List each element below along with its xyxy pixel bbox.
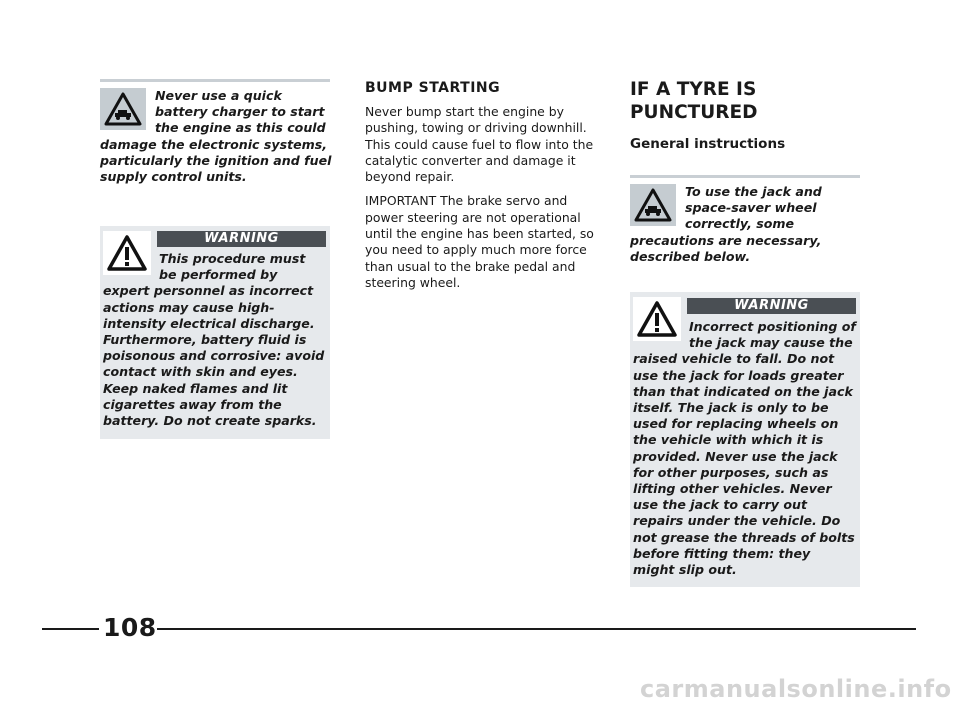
page-number: 108 — [103, 613, 157, 642]
bump-starting-section — [365, 80, 597, 291]
battery-warning-text: This procedure must be performed by expert personnel as incorrect actions may cause high-intensity electrical discharge. Furthermore, battery fluid is poisonous and corrosive: avoid contact with skin and eyes. Keep naked flames and lit cigarettes away from the battery. Do not create sparks. — [103, 251, 325, 429]
jack-precaution-note-text: To use the jack and space-saver wheel correctly, some precautions are necessary, described below. — [630, 184, 822, 264]
important-paragraph: IMPORTANT The brake servo and power steering are not operational until the engine has been started, so you need to apply much more force than usual to the brake pedal and steering wheel. — [365, 193, 594, 290]
car-on-jack-triangle-icon — [100, 88, 146, 130]
exclamation-triangle-icon — [103, 231, 151, 275]
note-divider — [100, 79, 330, 82]
jack-precaution-note — [630, 184, 862, 265]
jack-warning-text: Incorrect positioning of the jack may cause the raised vehicle to fall. Do not use the jack for loads greater than that indicated on the jack itself. The jack is only to be used for replacing wheels on the vehicle with which it is provided. Never use the jack for other purposes, such as lifting other vehicles. Never use the jack to carry out repairs under the vehicle. Do not grease the threads of bolts before fitting them: they might slip out. — [633, 319, 856, 578]
page-title-line2: PUNCTURED — [630, 102, 758, 123]
car-on-jack-triangle-icon — [630, 184, 676, 226]
page-title-line1: IF A TYRE IS — [630, 79, 757, 100]
tyre-punctured-section — [630, 78, 862, 152]
battery-charger-note — [100, 88, 332, 185]
section-heading: BUMP STARTING — [365, 80, 501, 96]
section-subheading: General instructions — [630, 136, 786, 152]
jack-warning-box — [630, 292, 860, 587]
warning-label: WARNING — [157, 231, 326, 247]
watermark: carmanualsonline.info — [640, 675, 952, 703]
battery-charger-note-text: Never use a quick battery charger to start the engine as this could damage the electronic systems, particularly the ignition and fuel supply control units. — [100, 88, 332, 185]
warning-label: WARNING — [687, 298, 856, 314]
footer-rule-right — [157, 628, 916, 630]
exclamation-triangle-icon — [633, 297, 681, 341]
bump-start-paragraph: Never bump start the engine by pushing, towing or driving downhill. This could cause fuel to flow into the catalytic converter and damage it beyond repair. — [365, 104, 594, 185]
footer-rule-left — [42, 628, 99, 630]
battery-warning-box — [100, 226, 330, 439]
note-divider — [630, 175, 860, 178]
